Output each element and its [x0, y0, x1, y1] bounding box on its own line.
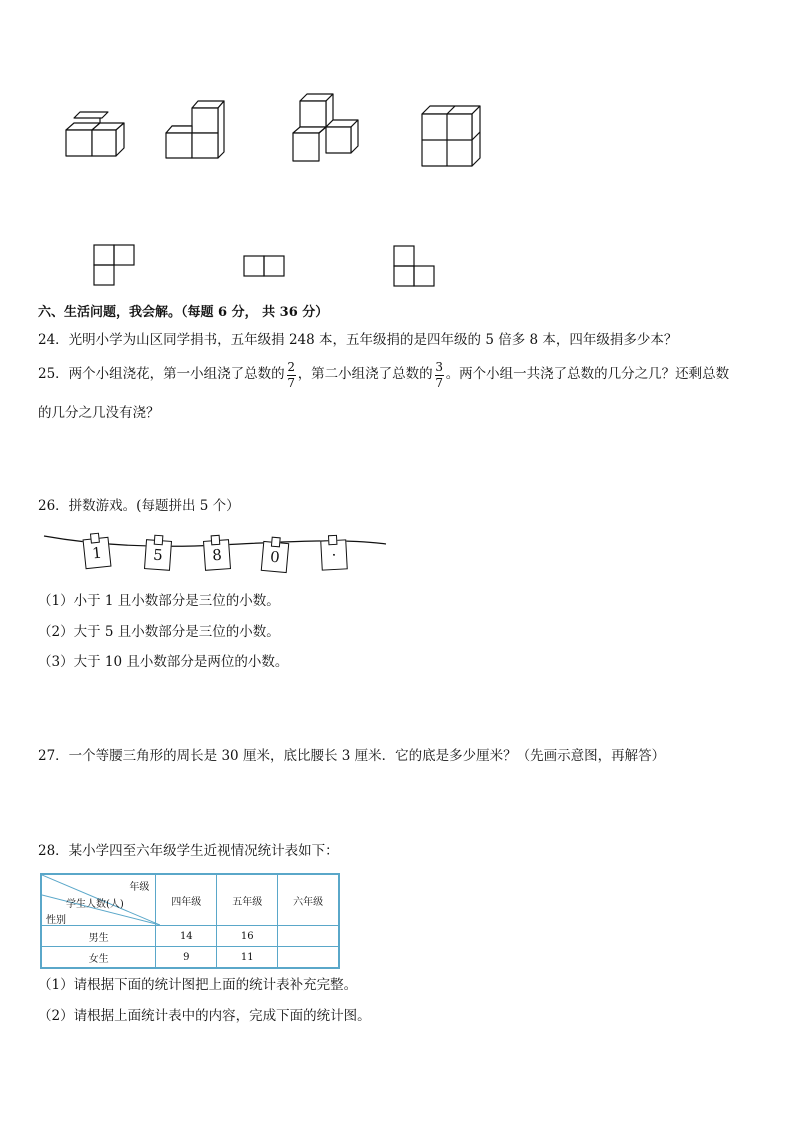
question-27: 27．一个等腰三角形的周长是 30 厘米，底比腰长 3 厘米．它的底是多少厘米？（先画示意图，再解答）: [38, 748, 666, 764]
q25-part3: 。两个小组一共浇了总数的几分之几？还剩总数: [445, 366, 730, 383]
table-cell: 11: [217, 947, 278, 969]
section-heading: 六、生活问题，我会解。（每题 6 分， 共 36 分）: [38, 305, 329, 320]
column-header: 五年级: [217, 874, 278, 926]
fraction-2-7: $\frac{2}{7}$: [287, 360, 295, 390]
number-card: 0: [261, 541, 290, 573]
table-row: [41, 947, 339, 969]
number-card: ·: [320, 539, 348, 570]
column-header: 六年级: [278, 874, 339, 926]
table-cell: 14: [156, 926, 217, 947]
cube-figures: [0, 0, 794, 300]
q25-part2: ，第二小组浇了总数的: [297, 366, 433, 383]
question-26-sub1: （1）小于 1 且小数部分是三位的小数。: [38, 593, 280, 609]
cube-figure-2: [166, 101, 224, 158]
table-cell: [278, 947, 339, 969]
row-label: 女生: [41, 947, 156, 969]
row-label: 男生: [41, 926, 156, 947]
question-25-line2: 的几分之几没有浇？: [38, 405, 160, 421]
view-figure-1: [94, 245, 134, 285]
corner-count-label: 学生人数(人): [66, 899, 124, 910]
q25-part1: 25．两个小组浇花，第一小组浇了总数的: [38, 366, 285, 383]
number-card: 8: [203, 539, 231, 571]
corner-grade-label: 年级: [129, 882, 150, 893]
view-figure-3: [394, 246, 434, 286]
cube-figure-1: [66, 112, 124, 156]
question-28-sub1: （1）请根据下面的统计图把上面的统计表补充完整。: [38, 977, 358, 993]
fraction-3-7: $\frac{3}{7}$: [435, 360, 443, 390]
question-28-sub2: （2）请根据上面统计表中的内容，完成下面的统计图。: [38, 1008, 371, 1024]
question-28-title: 28．某小学四至六年级学生近视情况统计表如下：: [38, 843, 339, 859]
cube-figure-4: [422, 106, 480, 166]
question-26-sub3: （3）大于 10 且小数部分是两位的小数。: [38, 654, 289, 670]
view-figure-2: [244, 256, 284, 276]
question-25: [38, 361, 729, 389]
number-card: 1: [83, 537, 112, 570]
stats-table: [40, 873, 340, 969]
question-24: 24．光明小学为山区同学捐书，五年级捐 248 本，五年级捐的是四年级的 5 倍多 8 本，四年级捐多少本？: [38, 332, 678, 348]
number-card: 5: [144, 539, 172, 571]
table-cell: 16: [217, 926, 278, 947]
question-26-title: 26．拼数游戏。(每题拼出 5 个）: [38, 498, 240, 514]
table-row: [41, 926, 339, 947]
cube-figure-3: [293, 94, 358, 161]
corner-gender-label: 性别: [46, 915, 66, 926]
question-26-sub2: （2）大于 5 且小数部分是三位的小数。: [38, 624, 280, 640]
table-cell: 9: [156, 947, 217, 969]
column-header: 四年级: [156, 874, 217, 926]
table-cell: [278, 926, 339, 947]
table-corner-header: [41, 874, 156, 926]
